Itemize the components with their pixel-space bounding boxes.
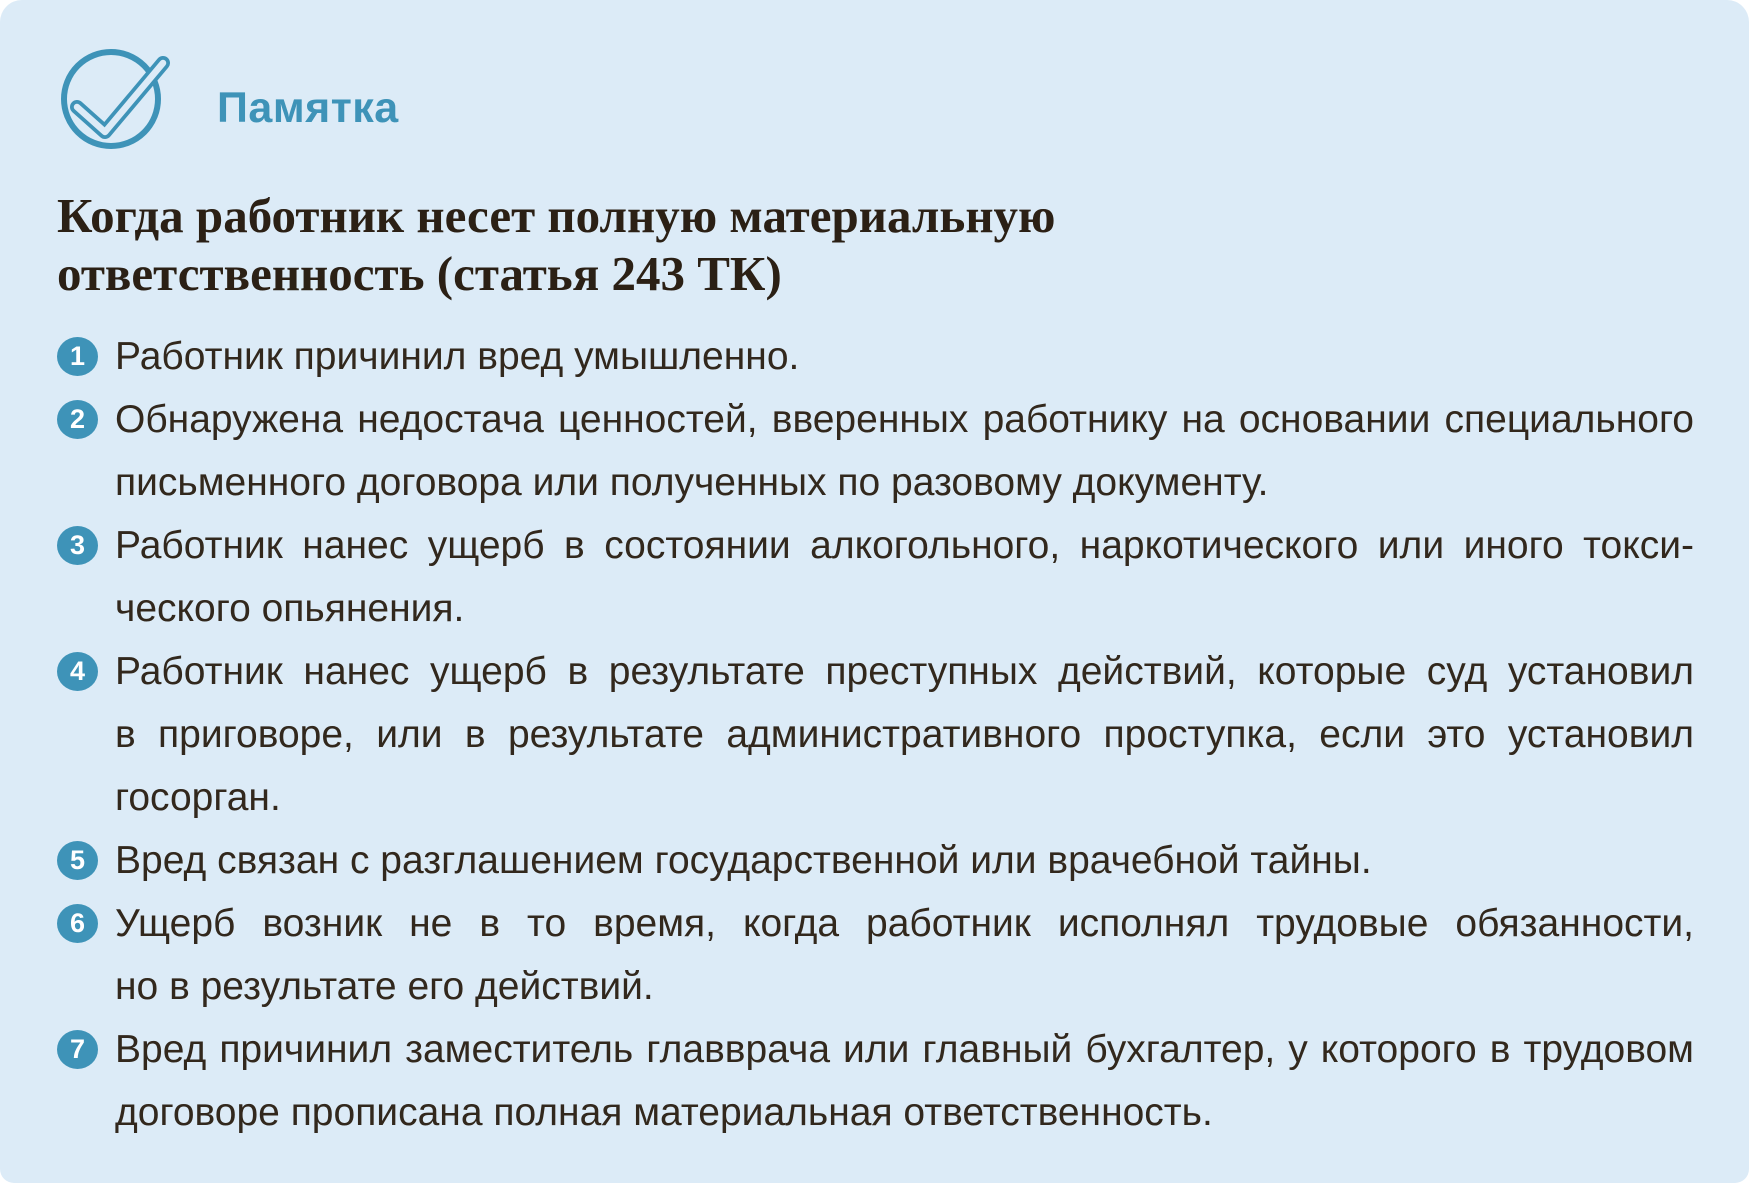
item-text-line: в приговоре, или в результате административного проступка, если это установил [115,713,1694,756]
item-text-line: ческого опьянения. [115,587,465,630]
item-text-line: Вред связан с разглашением государственной или врачебной тайны. [115,839,1372,882]
item-text-line: Работник нанес ущерб в результате преступных действий, которые суд установил [115,650,1694,693]
item-text [115,640,1694,829]
badge-cell [57,892,115,943]
list-item [57,388,1694,514]
item-text-line: Обнаружена недостача ценностей, вверенных работнику на основании специального [115,398,1694,441]
item-text-line: но в результате его действий. [115,965,654,1008]
item-text-line: Ущерб возник не в то время, когда работник исполнял трудовые обязанности, [115,902,1694,945]
list-item [57,514,1694,640]
item-number-badge: 4 [57,652,98,691]
list-item [57,640,1694,829]
badge-cell [57,514,115,565]
badge-cell [57,640,115,691]
badge-cell [57,829,115,880]
item-text [115,514,1694,640]
badge-cell [57,325,115,376]
badge-cell [57,388,115,439]
item-text-line: письменного договора или полученных по разовому документу. [115,461,1269,504]
memo-label: Памятка [217,84,399,132]
item-text [115,892,1694,1018]
item-text-line: договоре прописана полная материальная ответственность. [115,1091,1213,1134]
item-number-badge: 7 [57,1030,98,1069]
item-number-badge: 3 [57,526,98,565]
list-item [57,325,1694,388]
list-item [57,829,1694,892]
item-text [115,325,1694,388]
list-item [57,1018,1694,1144]
item-text-line: Вред причинил заместитель главврача или главный бухгалтер, у которого в трудовом [115,1028,1694,1071]
item-text-line: Работник причинил вред умышленно. [115,335,800,378]
item-text-line: госорган. [115,776,281,819]
item-text [115,829,1694,892]
title-line-1: Когда работник несет полную материальную [57,188,1056,243]
title-line-2: ответственность (статья 243 ТК) [57,246,782,301]
item-text-line: Работник нанес ущерб в состоянии алкогольного, наркотического или иного токси- [115,524,1694,567]
item-text [115,1018,1694,1144]
item-number-badge: 5 [57,841,98,880]
page-title [57,187,1689,303]
item-text [115,388,1694,514]
item-number-badge: 1 [57,337,98,376]
list-item [57,892,1694,1018]
check-circle-icon [58,46,170,152]
item-number-badge: 6 [57,904,98,943]
memo-list [57,325,1694,1144]
item-number-badge: 2 [57,400,98,439]
badge-cell [57,1018,115,1069]
